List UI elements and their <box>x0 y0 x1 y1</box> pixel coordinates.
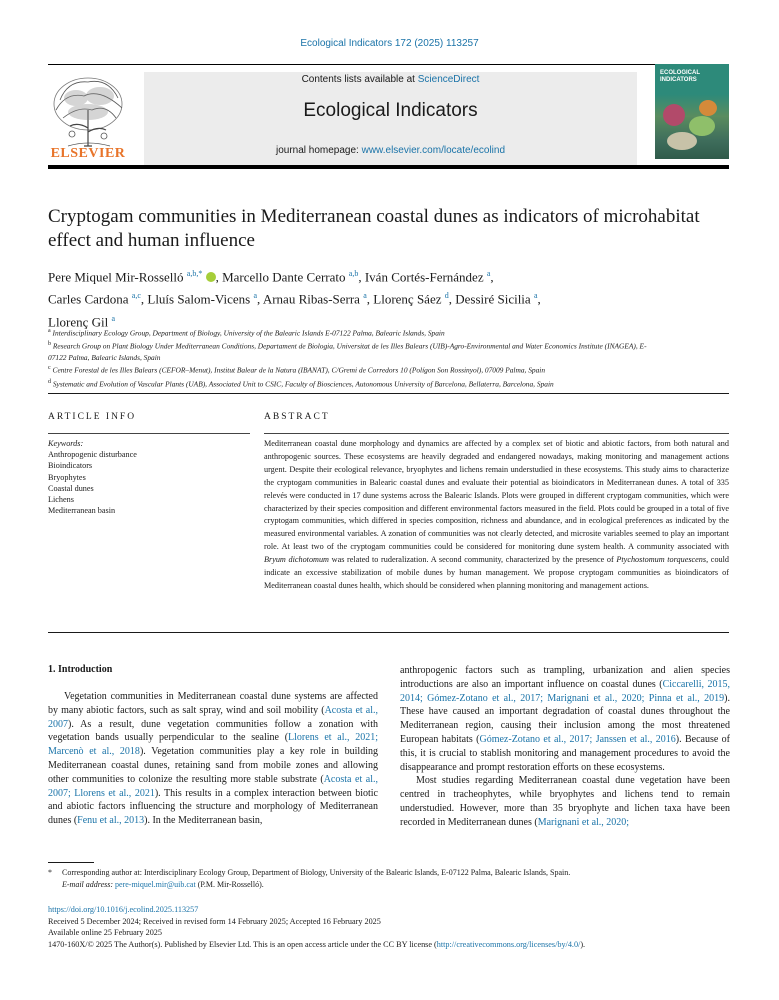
received-dates: Received 5 December 2024; Received in revised form 14 February 2025; Accepted 16 February 2025 <box>48 916 381 926</box>
cover-title: ECOLOGICAL INDICATORS <box>660 70 700 83</box>
introduction-heading: 1. Introduction <box>48 664 113 675</box>
abstract-rule <box>264 433 729 434</box>
affiliation-marker: b <box>48 341 51 348</box>
author-name[interactable]: Llorenç Sáez <box>373 291 442 307</box>
author-affiliation-marker[interactable]: a,b <box>348 269 359 278</box>
sciencedirect-link[interactable]: ScienceDirect <box>417 74 480 85</box>
homepage-line <box>144 145 637 156</box>
affiliation-text: Research Group on Plant Biology Under Mediterranean Conditions, Departament de Biologia, Universitat de les Illes Balears (UIB)-Agro-Environmental and Water Economics Institute (INAGEA), E-07122 Palma, Balearic Islands, Spain <box>48 341 647 362</box>
affiliation-text: Centre Forestal de les Illes Balears (CEFOR–Menut), Institut Balear de la Natura (IBANAT), C/Gremi de Corredors 10 (Polígon Son Rossinyol), 07009 Palma, Spain <box>52 365 546 375</box>
keywords-label: Keywords: <box>48 439 84 448</box>
citation-link[interactable]: Acosta et al., 2007; Llorens et al., 2021 <box>48 773 378 799</box>
author-affiliation-marker[interactable]: a <box>253 291 258 301</box>
contents-prefix: Contents lists available at <box>301 74 418 85</box>
citation-link[interactable]: Acosta et al., 2007 <box>48 704 378 730</box>
paragraph <box>400 664 730 774</box>
keyword: Anthropogenic disturbance <box>48 450 137 460</box>
author-separator: , <box>257 291 263 307</box>
paragraph-text: ). In the Mediterranean basin, <box>144 815 263 827</box>
affiliation-marker: c <box>48 365 51 372</box>
cover-image-blob <box>663 104 685 126</box>
paragraph <box>48 690 378 828</box>
keyword: Bioindicators <box>48 461 93 471</box>
paragraph-text: ). This results in a complex interaction between biotic and abiotic factors influencing the structure and morphology of Mediterranean dunes ( <box>48 787 378 827</box>
keyword: Bryophytes <box>48 472 86 482</box>
author-affiliation-marker[interactable]: a,c <box>131 291 141 301</box>
citation-link[interactable]: Llorens et al., 2021; Marcenò et al., 2018 <box>48 732 378 758</box>
doi-link[interactable]: https://doi.org/10.1016/j.ecolind.2025.113257 <box>48 905 199 914</box>
section-divider <box>48 632 729 633</box>
author-affiliation-marker[interactable]: a,b,* <box>186 269 203 278</box>
author-list <box>48 264 688 331</box>
license-link[interactable]: http://creativecommons.org/licenses/by/4.0/ <box>436 940 581 950</box>
email-note <box>48 879 738 891</box>
journal-title: Ecological Indicators <box>303 100 478 121</box>
author-separator: , <box>140 291 148 307</box>
license-prefix: 1470-160X/© 2025 The Author(s). Published by Elsevier Ltd. This is an open access article under the CC BY license ( <box>48 940 437 950</box>
citation-link[interactable]: Gómez-Zotano et al., 2017; Janssen et al., 2016 <box>479 733 676 745</box>
article-info-rule <box>48 433 250 434</box>
license-line <box>48 939 738 951</box>
citation-link[interactable]: Fenu et al., 2013 <box>77 815 145 827</box>
abstract-heading: ABSTRACT <box>264 412 330 422</box>
paragraph-text: ). Because of this, it is crucial to stablish monitoring and management procedures to avoid the disappearance and prompt restoration efforts on these ecosystems. <box>400 733 730 773</box>
affiliation-marker: d <box>48 378 51 385</box>
affiliation <box>48 339 648 363</box>
affiliation-text: Systematic and Evolution of Vascular Plants (UAB), Associated Unit to CSIC, Faculty of Biosciences, Autonomous University of Barcelona, Bellaterra, Barcelona, Spain <box>52 379 554 389</box>
orcid-icon[interactable] <box>206 272 216 282</box>
author-separator: , <box>448 291 456 307</box>
species-name: Ptychostomum torquescens <box>616 555 707 565</box>
citation-link[interactable]: Marignani et al., 2020; <box>537 816 630 828</box>
author-separator: , <box>215 269 223 285</box>
abstract-text <box>264 438 729 593</box>
section-divider <box>48 393 729 394</box>
masthead-top-rule <box>48 64 729 65</box>
affiliation <box>48 326 648 339</box>
footnote-rule <box>48 862 94 863</box>
affiliation <box>48 377 648 390</box>
author-affiliation-marker[interactable]: d <box>444 291 449 301</box>
citation-link[interactable]: Ciccarelli, 2015, 2014; Gómez-Zotano et al., 2017; Marignani et al., 2020; Pinna et al., 2019 <box>400 678 730 704</box>
paragraph-text: anthropogenic factors such as trampling, urbanization and alien species introductions are also an important influence on coastal dunes ( <box>400 665 730 690</box>
cover-image-blob <box>699 100 717 116</box>
affiliation <box>48 363 648 376</box>
author-name[interactable]: Pere Miquel Mir-Rosselló <box>48 269 184 285</box>
author-affiliation-marker[interactable]: a <box>111 313 116 323</box>
paragraph-text: ). These have caused an important degradation of coastal dunes throughout the Mediterranean region, causing their inclusion among the most threatened European habitats ( <box>400 692 730 745</box>
journal-masthead <box>48 62 729 172</box>
homepage-link[interactable]: www.elsevier.com/locate/ecolind <box>361 145 506 156</box>
email-label: E-mail address: <box>62 880 116 889</box>
author-name[interactable]: Marcello Dante Cerrato <box>222 269 346 285</box>
author-affiliation-marker[interactable]: a <box>486 269 491 278</box>
paragraph-text: Most studies regarding Mediterranean coastal dune vegetation have been centred in tracheophytes, while bryophytes and lichens tend to remain understudied. However, more than 35 bryophyte and lichen taxa have been recorded in Mediterranean dunes ( <box>400 775 730 828</box>
corresponding-author-text: Corresponding author at: Interdisciplinary Ecology Group, Department of Biology, University of the Balearic Islands, E-07122 Palma, Balearic Islands, Spain. <box>62 868 571 877</box>
cover-image-blob <box>689 116 715 136</box>
paragraph-text: Vegetation communities in Mediterranean coastal dune systems are affected by many abiotic factors, such as salt spray, wind and soil mobility ( <box>48 691 378 716</box>
author-name[interactable]: Lluís Salom-Vicens <box>147 291 251 307</box>
corresponding-author-note <box>48 867 738 879</box>
affiliation-list <box>48 326 648 390</box>
cover-image-blob <box>667 132 697 150</box>
species-name: Bryum dichotomum <box>264 555 329 565</box>
author-separator: , <box>537 291 541 307</box>
author-separator: , <box>358 269 365 285</box>
affiliation-marker: a <box>48 328 51 334</box>
publication-info <box>48 904 738 951</box>
author-name[interactable]: Llorenç Gil <box>48 313 109 329</box>
author-name[interactable]: Iván Cortés-Fernández <box>364 269 484 285</box>
article-title: Cryptogam communities in Mediterranean coastal dunes as indicators of microhabitat effect and human influence <box>48 206 700 251</box>
abstract-part: Mediterranean coastal dune morphology and dynamics are affected by a complex set of biotic and abiotic factors, from both natural and anthropogenic sources. These ecosystems are heavily degraded and endangered nowadays, making monitoring and management actions urgent. Despite their ecological relevance, bryophytes and lichens remain understudied in these ecosystems. This study aims to characterize the cryptogam communities in Balearic coastal dunes and evaluate their potential as bioindicators in Mediterranean dunes. A total of 335 relevés were conducted in 17 dune systems across the Balearic Islands. Plots were grouped in different cryptogam communities, which were characterized by their species composition and different environmental factors measured in the field. Plots could be grouped in a total of five cryptogam communities, which differed in species composition, richness and abundance, and in ecological preferences as indicated by the measured environmental variables. A zonation of communities was not clearly detected, and microsite variables seemed to play an important role. At least two of the cryptogam communities could be considered for monitoring dune system health. A community associated with <box>264 439 729 552</box>
affiliation-text: Interdisciplinary Ecology Group, Department of Biology, University of the Balearic Islands E-07122 Palma, Balearic Islands, Spain <box>52 328 445 338</box>
author-name[interactable]: Dessiré Sicilia <box>455 291 531 307</box>
homepage-prefix: journal homepage: <box>275 145 362 156</box>
license-suffix: ). <box>580 940 586 950</box>
article-info-heading: ARTICLE INFO <box>48 412 137 422</box>
footnote-marker: * <box>48 868 52 877</box>
author-affiliation-marker[interactable]: a <box>533 291 538 301</box>
paragraph-text: ). Vegetation communities play a key role in building Mediterranean coastal dunes, retaining sand from mobile zones and allowing other communities to colonize the resulting more stable substrate ( <box>48 746 378 785</box>
abstract-part: was related to ruderalization. A second community, characterized by the presence of <box>328 555 617 565</box>
footnotes <box>48 867 738 891</box>
journal-citation[interactable]: Ecological Indicators 172 (2025) 113257 <box>300 38 479 49</box>
keyword: Coastal dunes <box>48 483 94 493</box>
masthead-bottom-rule <box>48 165 729 169</box>
paragraph-text: ). As a result, dune vegetation communities follow a zonation with vegetation bands usually perpendicular to the sealine ( <box>48 718 378 744</box>
contents-line <box>144 74 637 85</box>
journal-header-box <box>144 72 637 165</box>
journal-cover-thumbnail[interactable] <box>655 64 729 159</box>
body-column-right <box>400 664 730 830</box>
author-affiliation-marker[interactable]: a <box>363 291 367 301</box>
elsevier-wordmark[interactable]: ELSEVIER <box>50 146 126 161</box>
keyword: Mediterranean basin <box>48 506 116 516</box>
body-column-left <box>48 690 378 828</box>
author-name[interactable]: Arnau Ribas-Serra <box>262 291 360 307</box>
email-link[interactable]: pere-miquel.mir@uib.cat <box>115 880 196 889</box>
email-suffix: (P.M. Mir-Rosselló). <box>195 880 264 889</box>
keywords-list <box>48 449 248 516</box>
abstract-part: , could indicate an excessive stabilization of mobile dunes by human management. We propose cryptogam communities as bioindicators of Mediterranean coastal dunes health, which should be considered when planning monitoring and management actions. <box>264 555 729 590</box>
author-separator: , <box>366 291 374 307</box>
paragraph <box>400 774 730 829</box>
keyword: Lichens <box>48 495 74 505</box>
author-separator: , <box>490 269 494 285</box>
available-online: Available online 25 February 2025 <box>48 928 162 938</box>
keywords-block <box>48 438 248 516</box>
author-name[interactable]: Carles Cardona <box>48 291 129 307</box>
